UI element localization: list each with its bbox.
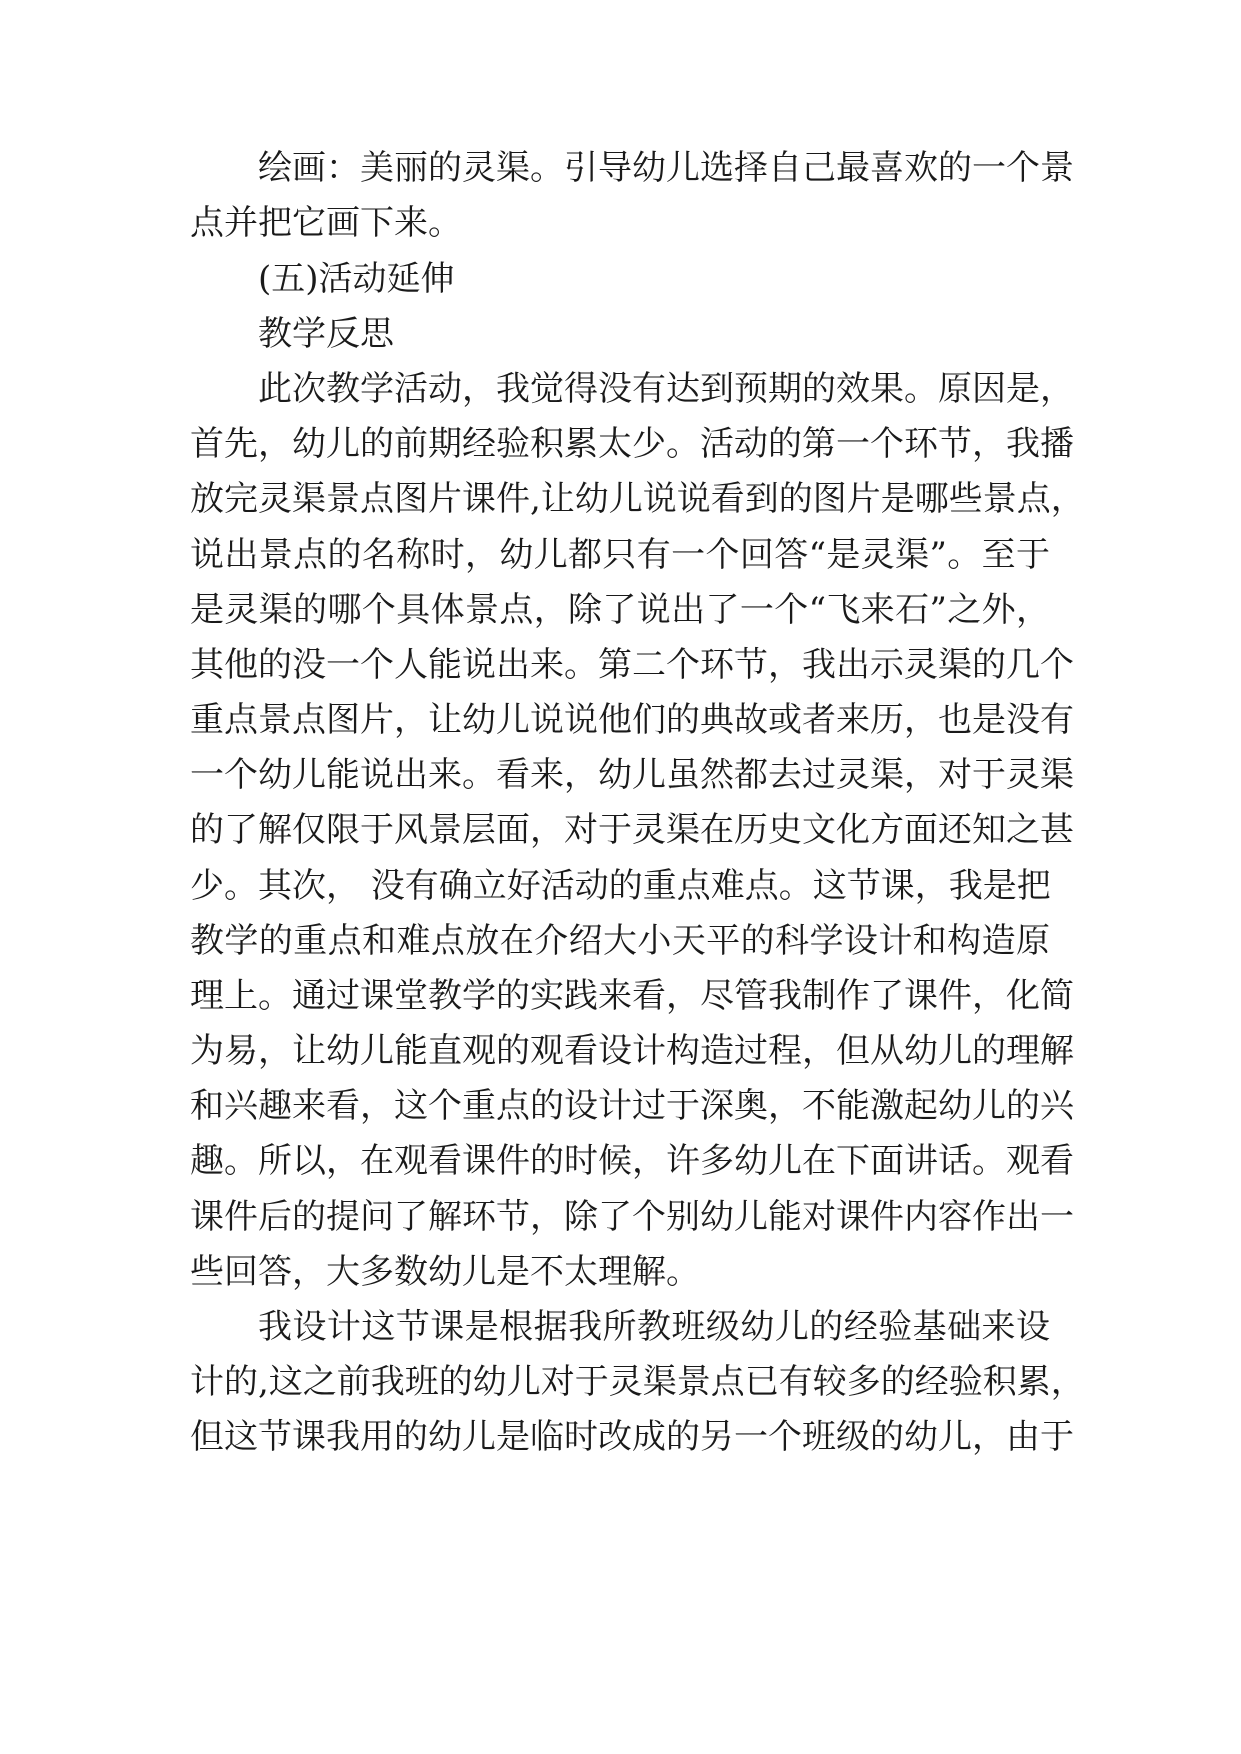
paragraph-line: 绘画：美丽的灵渠。引导幼儿选择自己最喜欢的一个景 bbox=[258, 148, 1074, 188]
paragraph-line: 些回答，大多数幼儿是不太理解。 bbox=[190, 1252, 700, 1292]
paragraph-line: 首先，幼儿的前期经验积累太少。活动的第一个环节，我播 bbox=[190, 424, 1074, 464]
paragraph-line: 的了解仅限于风景层面，对于灵渠在历史文化方面还知之甚 bbox=[190, 810, 1074, 850]
paragraph-line: 此次教学活动，我觉得没有达到预期的效果。原因是， bbox=[258, 369, 1074, 409]
paragraph-line: 其他的没一个人能说出来。第二个环节，我出示灵渠的几个 bbox=[190, 645, 1074, 685]
section-heading: 教学反思 bbox=[258, 314, 394, 354]
paragraph-line: 趣。所以，在观看课件的时候，许多幼儿在下面讲话。观看 bbox=[190, 1141, 1074, 1181]
paragraph-line: 但这节课我用的幼儿是临时改成的另一个班级的幼儿，由于 bbox=[190, 1417, 1074, 1457]
paragraph-line: 重点景点图片，让幼儿说说他们的典故或者来历，也是没有 bbox=[190, 700, 1074, 740]
section-heading: (五)活动延伸 bbox=[258, 259, 455, 299]
paragraph-line: 教学的重点和难点放在介绍大小天平的科学设计和构造原 bbox=[190, 921, 1050, 961]
paragraph-line: 和兴趣来看，这个重点的设计过于深奥，不能激起幼儿的兴 bbox=[190, 1086, 1074, 1126]
paragraph-line: 为易，让幼儿能直观的观看设计构造过程，但从幼儿的理解 bbox=[190, 1031, 1074, 1071]
paragraph-line: 点并把它画下来。 bbox=[190, 203, 462, 243]
paragraph-line: 一个幼儿能说出来。看来，幼儿虽然都去过灵渠，对于灵渠 bbox=[190, 755, 1074, 795]
paragraph-line: 理上。通过课堂教学的实践来看，尽管我制作了课件，化简 bbox=[190, 976, 1074, 1016]
paragraph-line: 课件后的提问了解环节，除了个别幼儿能对课件内容作出一 bbox=[190, 1197, 1074, 1237]
paragraph-line: 我设计这节课是根据我所教班级幼儿的经验基础来设 bbox=[258, 1307, 1050, 1347]
paragraph-line: 是灵渠的哪个具体景点，除了说出了一个“飞来石”之外， bbox=[190, 590, 1050, 630]
paragraph-line: 放完灵渠景点图片课件,让幼儿说说看到的图片是哪些景点， bbox=[190, 479, 1085, 519]
paragraph-line: 说出景点的名称时，幼儿都只有一个回答“是灵渠”。至于 bbox=[190, 535, 1050, 575]
paragraph-line: 计的,这之前我班的幼儿对于灵渠景点已有较多的经验积累， bbox=[190, 1362, 1085, 1402]
paragraph-line: 少。其次， 没有确立好活动的重点难点。这节课，我是把 bbox=[190, 866, 1051, 906]
